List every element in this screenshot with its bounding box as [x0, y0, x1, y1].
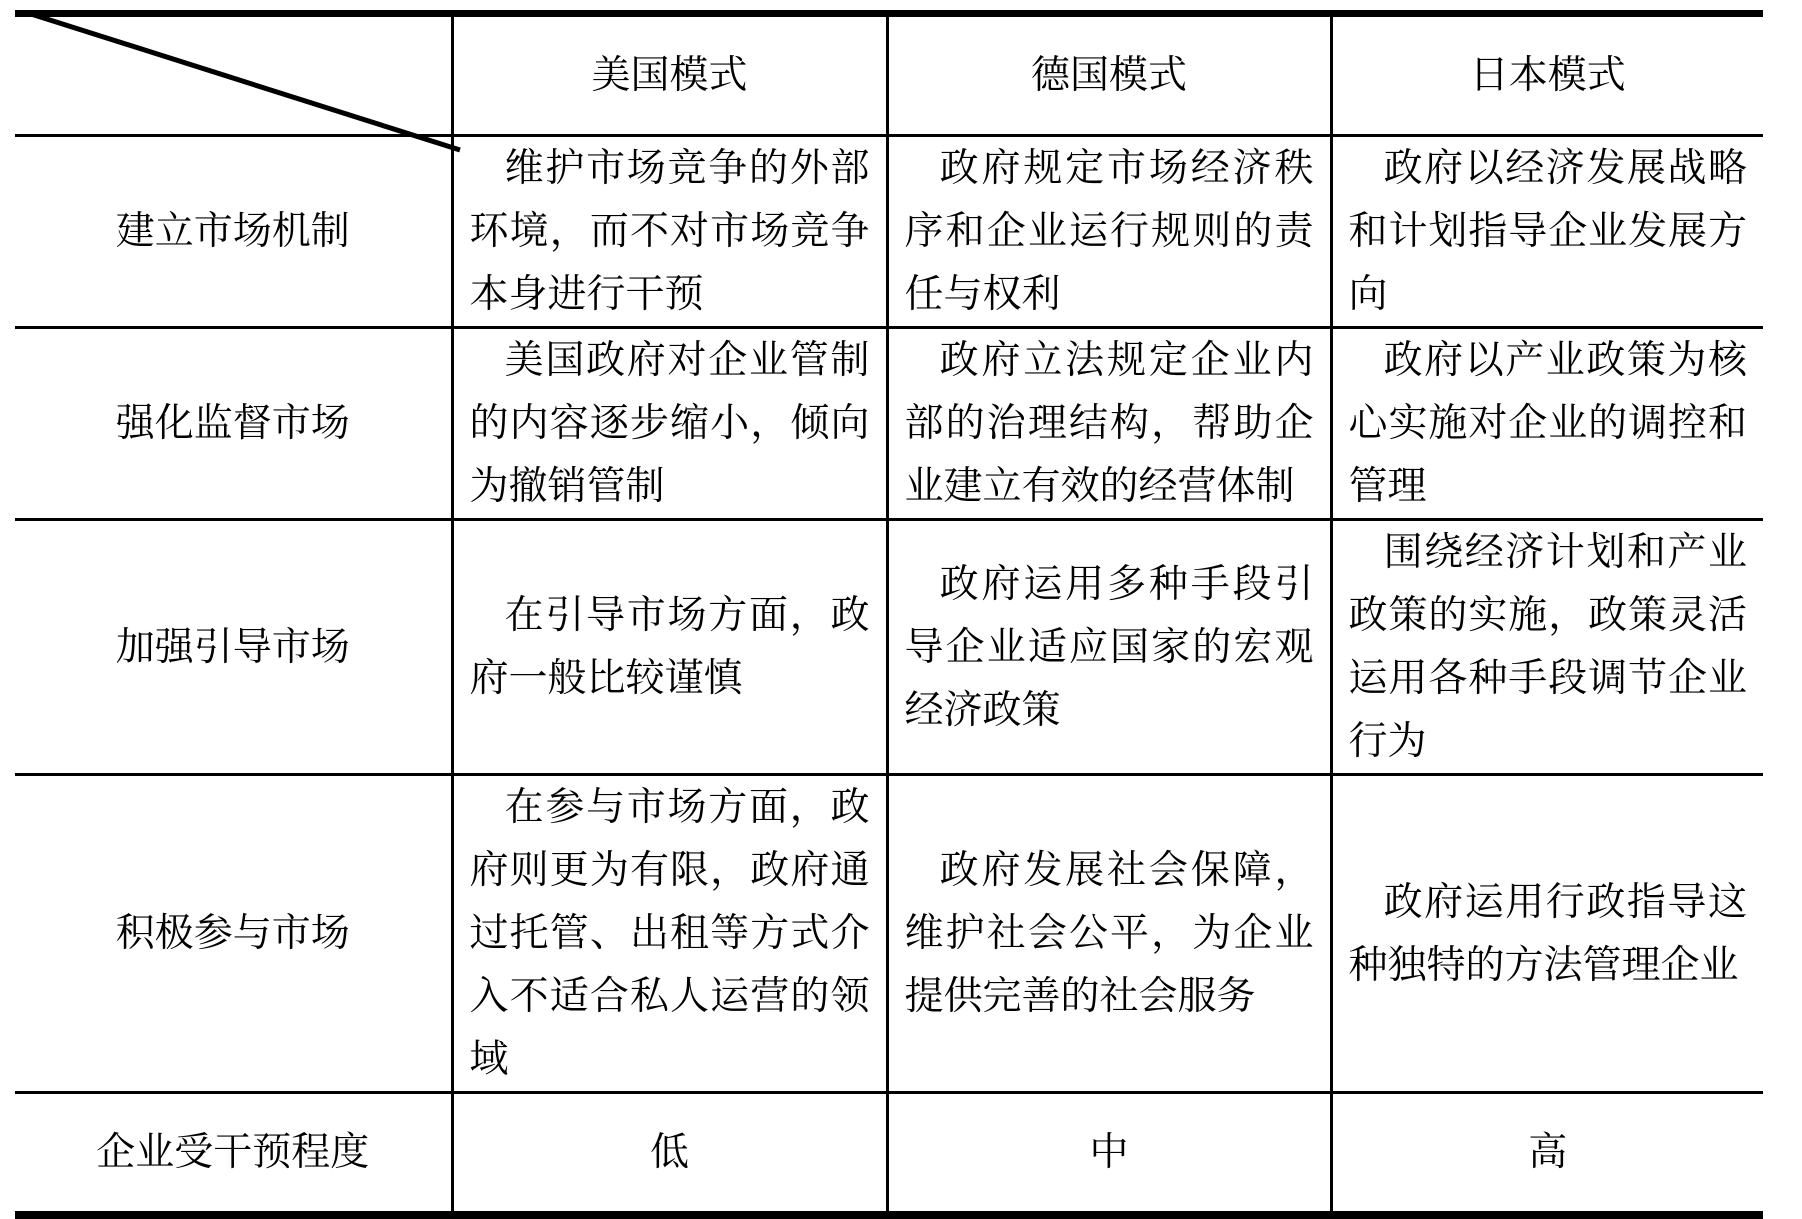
cell-de: 政府立法规定企业内部的治理结构，帮助企业建立有效的经营体制: [887, 328, 1331, 520]
grade-jp: 高: [1331, 1093, 1763, 1215]
column-header-jp: 日本模式: [1331, 14, 1763, 136]
row-label: 积极参与市场: [15, 775, 452, 1093]
table-row: [15, 775, 1763, 1093]
row-label: 强化监督市场: [15, 328, 452, 520]
cell-jp: 政府以经济发展战略和计划指导企业发展方向: [1331, 136, 1763, 328]
cell-jp: 政府运用行政指导这种独特的方法管理企业: [1331, 775, 1763, 1093]
grade-de: 中: [887, 1093, 1331, 1215]
row-label: 加强引导市场: [15, 520, 452, 775]
cell-us: 在引导市场方面，政府一般比较谨慎: [452, 520, 887, 775]
header-row: [15, 14, 1763, 136]
table-row: [15, 328, 1763, 520]
comparison-table: [15, 10, 1763, 1219]
cell-us: 美国政府对企业管制的内容逐步缩小，倾向为撤销管制: [452, 328, 887, 520]
cell-us: 维护市场竞争的外部环境，而不对市场竞争本身进行干预: [452, 136, 887, 328]
row-label: 企业受干预程度: [15, 1093, 452, 1215]
column-header-us: 美国模式: [452, 14, 887, 136]
column-header-de: 德国模式: [887, 14, 1331, 136]
cell-de: 政府发展社会保障，维护社会公平，为企业提供完善的社会服务: [887, 775, 1331, 1093]
table-row: [15, 136, 1763, 328]
cell-us: 在参与市场方面，政府则更为有限，政府通过托管、出租等方式介入不适合私人运营的领域: [452, 775, 887, 1093]
cell-jp: 围绕经济计划和产业政策的实施，政策灵活运用各种手段调节企业行为: [1331, 520, 1763, 775]
table-row: [15, 520, 1763, 775]
cell-de: 政府规定市场经济秩序和企业运行规则的责任与权利: [887, 136, 1331, 328]
grade-us: 低: [452, 1093, 887, 1215]
cell-jp: 政府以产业政策为核心实施对企业的调控和管理: [1331, 328, 1763, 520]
corner-cell: [15, 14, 452, 136]
intervention-degree-row: [15, 1093, 1763, 1215]
row-label: 建立市场机制: [15, 136, 452, 328]
cell-de: 政府运用多种手段引导企业适应国家的宏观经济政策: [887, 520, 1331, 775]
